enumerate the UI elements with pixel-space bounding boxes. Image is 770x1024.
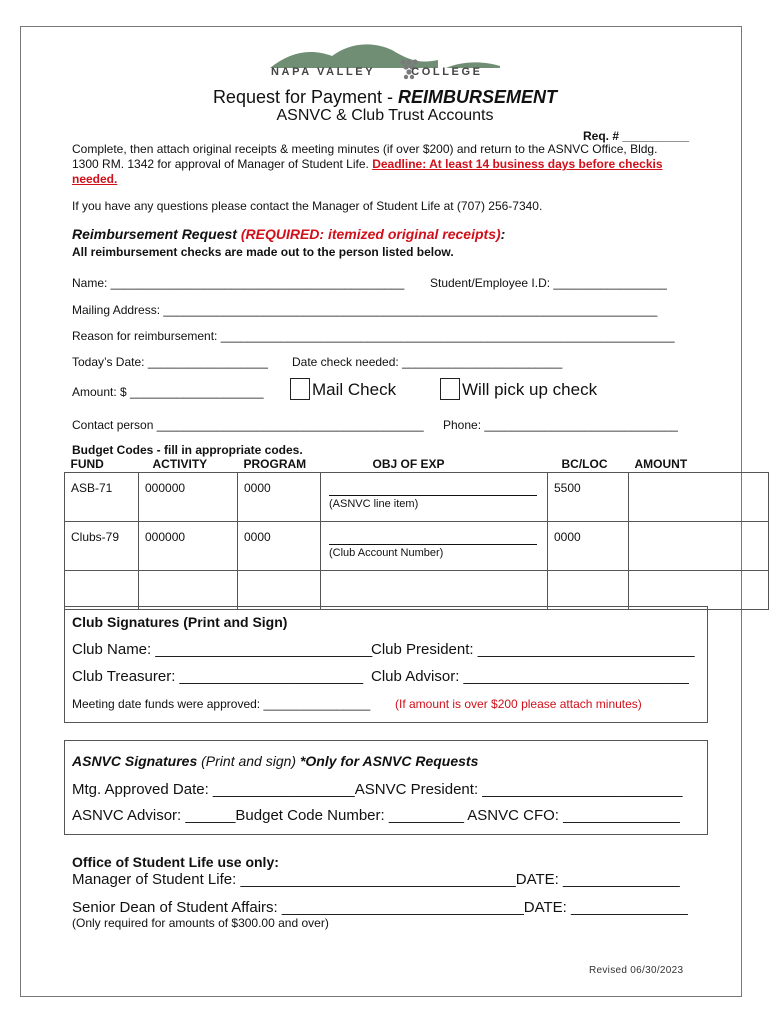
office-note: (Only required for amounts of $300.00 and over) bbox=[72, 916, 329, 930]
todays-date-field[interactable]: Today’s Date: __________________ bbox=[72, 355, 268, 369]
dean-field[interactable]: Senior Dean of Student Affairs: _____________________________DATE: ______________ bbox=[72, 899, 688, 916]
office-heading: Office of Student Life use only: bbox=[72, 854, 279, 870]
header-fund: FUND bbox=[65, 456, 139, 473]
cell-amount[interactable] bbox=[629, 571, 769, 610]
title-emphasis: REIMBURSEMENT bbox=[398, 87, 558, 107]
club-treasurer-field[interactable]: Club Treasurer: ______________________ bbox=[72, 668, 364, 685]
asnvc-advisor-field[interactable]: ASNVC Advisor: ______Budget Code Number: _________ ASNVC CFO: ______________ bbox=[72, 807, 680, 824]
cell-fund: Clubs-79 bbox=[65, 522, 139, 571]
table-row bbox=[65, 571, 769, 610]
cell-fund[interactable] bbox=[65, 571, 139, 610]
cell-obj[interactable] bbox=[321, 522, 548, 571]
deadline-text: Deadline: At least 14 business days before checkis bbox=[372, 157, 663, 171]
budget-heading: Budget Codes - fill in appropriate codes. bbox=[72, 443, 303, 457]
asnvc-heading bbox=[72, 753, 478, 769]
asnvc-heading-c: *Only for ASNVC Requests bbox=[299, 753, 479, 769]
cell-bcloc: 0000 bbox=[548, 522, 629, 571]
intro-line1: Complete, then attach original receipts & meeting minutes (if over $200) and return to the ASNVC Office, Bldg. bbox=[72, 142, 658, 156]
asnvc-heading-a: ASNVC Signatures bbox=[72, 753, 198, 769]
logo-line2: COLLEGE bbox=[411, 66, 483, 78]
revised-date: Revised 06/30/2023 bbox=[589, 965, 684, 976]
cell-program[interactable] bbox=[238, 571, 321, 610]
header-activity: ACTIVITY bbox=[139, 456, 238, 473]
table-row bbox=[65, 473, 769, 522]
cell-program: 0000 bbox=[238, 522, 321, 571]
reimb-heading-b: (REQUIRED: itemized original receipts) bbox=[240, 226, 501, 242]
name-field[interactable]: Name: ____________________________________________ bbox=[72, 276, 405, 290]
budget-header-row bbox=[65, 456, 769, 473]
intro-line2 bbox=[72, 157, 663, 171]
questions-text: If you have any questions please contact the Manager of Student Life at (707) 256-7340. bbox=[72, 199, 543, 213]
cell-activity: 000000 bbox=[139, 473, 238, 522]
obj-label: (ASNVC line item) bbox=[329, 495, 537, 510]
manager-field[interactable]: Manager of Student Life: _________________________________DATE: ______________ bbox=[72, 871, 680, 888]
reimb-heading-a: Reimbursement Request bbox=[72, 226, 241, 242]
reimbursement-note: All reimbursement checks are made out to the person listed below. bbox=[72, 245, 454, 259]
pickup-check-checkbox[interactable] bbox=[440, 378, 460, 400]
club-name-field[interactable]: Club Name: __________________________ bbox=[72, 641, 373, 658]
cell-amount[interactable] bbox=[629, 522, 769, 571]
asnvc-heading-b: (Print and sign) bbox=[197, 753, 300, 769]
date-needed-field[interactable]: Date check needed: ________________________ bbox=[292, 355, 563, 369]
club-advisor-field[interactable]: Club Advisor: ___________________________ bbox=[371, 668, 689, 685]
request-number[interactable]: Req. # __________ bbox=[583, 129, 690, 143]
cell-bcloc: 5500 bbox=[548, 473, 629, 522]
cell-activity[interactable] bbox=[139, 571, 238, 610]
cell-obj[interactable] bbox=[321, 473, 548, 522]
amount-field[interactable]: Amount: $ ____________________ bbox=[72, 385, 264, 399]
club-president-field[interactable]: Club President: __________________________ bbox=[371, 641, 695, 658]
cell-fund: ASB-71 bbox=[65, 473, 139, 522]
page-title bbox=[0, 87, 770, 108]
cell-bcloc[interactable] bbox=[548, 571, 629, 610]
mail-check-label: Mail Check bbox=[312, 380, 397, 399]
cell-activity: 000000 bbox=[139, 522, 238, 571]
reason-field[interactable]: Reason for reimbursement: ____________________________________________________________________ bbox=[72, 329, 675, 343]
mailing-address-field[interactable]: Mailing Address: __________________________________________________________________________ bbox=[72, 303, 658, 317]
reimbursement-heading bbox=[72, 226, 505, 242]
header-obj: OBJ OF EXP bbox=[321, 456, 548, 473]
contact-person-field[interactable]: Contact person ________________________________________ bbox=[72, 418, 424, 432]
intro-line2-text: 1300 RM. 1342 for approval of Manager of Student Life. bbox=[72, 157, 373, 171]
header-bcloc: BC/LOC bbox=[548, 456, 629, 473]
reimb-heading-c: : bbox=[500, 226, 506, 242]
budget-table bbox=[64, 456, 769, 610]
cell-obj[interactable] bbox=[321, 571, 548, 610]
meeting-date-field[interactable]: Meeting date funds were approved: ________________ bbox=[72, 697, 371, 711]
mail-check-checkbox[interactable] bbox=[290, 378, 310, 400]
table-row bbox=[65, 522, 769, 571]
club-heading: Club Signatures (Print and Sign) bbox=[72, 614, 288, 630]
cell-program: 0000 bbox=[238, 473, 321, 522]
asnvc-mtg-field[interactable]: Mtg. Approved Date: _________________ASNVC President: ________________________ bbox=[72, 781, 683, 798]
student-id-field[interactable]: Student/Employee I.D: _________________ bbox=[430, 276, 667, 290]
deadline-text-end: needed. bbox=[72, 172, 118, 186]
pickup-check-label: Will pick up check bbox=[462, 380, 598, 399]
logo-text bbox=[271, 66, 483, 78]
page-subtitle: ASNVC & Club Trust Accounts bbox=[276, 107, 494, 124]
meeting-note: (If amount is over $200 please attach minutes) bbox=[395, 697, 642, 711]
obj-label: (Club Account Number) bbox=[329, 544, 537, 559]
header-amount: AMOUNT bbox=[629, 456, 769, 473]
cell-amount[interactable] bbox=[629, 473, 769, 522]
phone-field[interactable]: Phone: _____________________________ bbox=[443, 418, 678, 432]
logo-line1: NAPA VALLEY bbox=[271, 66, 376, 78]
header-program: PROGRAM bbox=[238, 456, 321, 473]
title-prefix: Request for Payment - bbox=[212, 87, 399, 107]
